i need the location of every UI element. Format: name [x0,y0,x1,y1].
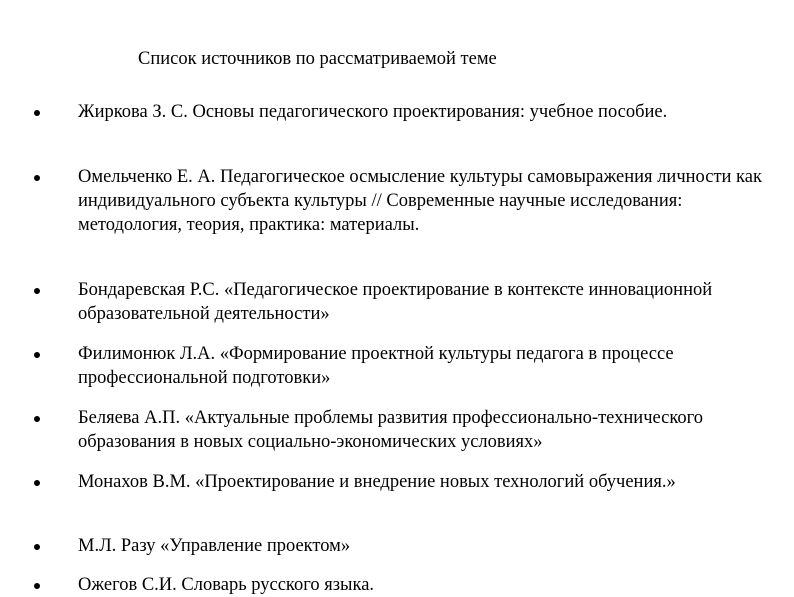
list-item [78,573,778,597]
list-item [78,278,778,326]
list-item [78,406,778,454]
source-text: Ожегов С.И. Словарь русского языка. [78,575,375,595]
bullet-icon [34,352,40,358]
bullet-icon [34,110,40,116]
source-text: М.Л. Разу «Управление проектом» [78,536,351,556]
bullet-icon [34,175,40,181]
source-text: Монахов В.М. «Проектирование и внедрение новых технологий обучения.» [78,472,676,492]
list-item [78,165,778,237]
list-item [78,342,778,390]
bullet-icon [34,288,40,294]
source-text: Жиркова З. С. Основы педагогического проектирования: учебное пособие. [78,102,668,122]
list-item [78,100,778,124]
page-title: Список источников по рассматриваемой теме [138,49,497,69]
bullet-icon [34,583,40,589]
list-item [78,470,778,494]
bullet-icon [34,416,40,422]
list-item [78,534,778,558]
source-text: Беляева А.П. «Актуальные проблемы развития профессионально-технического образования в новых социально-экономических условиях» [78,408,704,452]
bullet-icon [34,480,40,486]
source-text: Омельченко Е. А. Педагогическое осмысление культуры самовыражения личности как индивидуального субъекта культуры // Современные научные исследования: методология, теория, практика: материалы. [78,167,762,235]
source-text: Филимонюк Л.А. «Формирование проектной культуры педагога в процессе профессиональной подготовки» [78,344,674,388]
source-text: Бондаревская Р.С. «Педагогическое проектирование в контексте инновационной образовательной деятельности» [78,280,713,324]
bullet-icon [34,544,40,550]
